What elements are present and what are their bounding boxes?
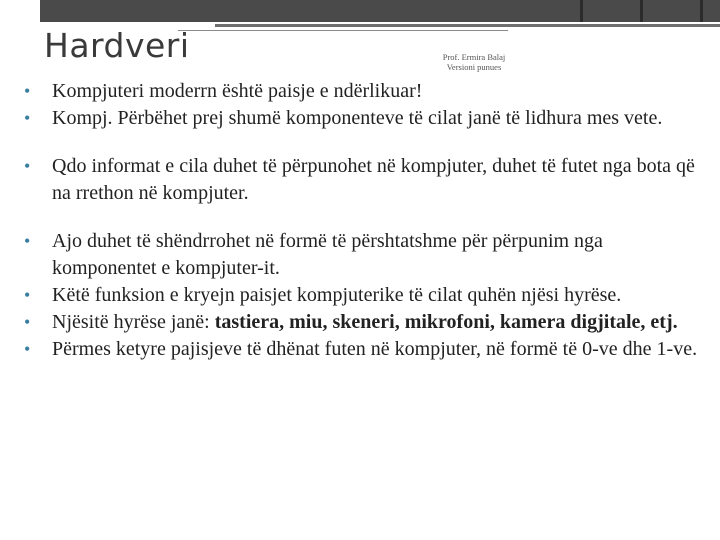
bullet-item: • Ajo duhet të shëndrrohet në formë të përshtatshme për përpunim nga komponentet e kompjuter-it. bbox=[22, 228, 702, 282]
header-band bbox=[40, 0, 720, 22]
bullet-item: • Kompj. Përbëhet prej shumë komponenteve të cilat janë të lidhura mes vete. bbox=[22, 105, 702, 132]
bullet-item-input-devices bbox=[22, 309, 702, 336]
bullet-group bbox=[22, 153, 702, 207]
header-stripe bbox=[580, 0, 583, 22]
bullet-item: • Kompjuteri moderrn është paisje e ndërlikuar! bbox=[22, 78, 702, 105]
header-stripe bbox=[700, 0, 703, 22]
bullet-item: • Këtë funksion e kryejn paisjet kompjuterike të cilat quhën njësi hyrëse. bbox=[22, 282, 702, 309]
header-stripe bbox=[640, 0, 643, 22]
author-subtitle: Versioni punues bbox=[446, 62, 502, 72]
input-devices-list: tastiera, miu, skeneri, mikrofoni, kamera digjitale, etj. bbox=[214, 311, 678, 333]
header-rule-thin bbox=[178, 30, 508, 31]
author-caption bbox=[428, 52, 520, 72]
author-name: Prof. Ermira Balaj bbox=[442, 52, 506, 62]
slide-title: Hardveri bbox=[44, 26, 190, 65]
slide-body bbox=[22, 78, 702, 363]
bullet-item: • Qdo informat e cila duhet të përpunohet në kompjuter, duhet të futet nga bota që na rrethon në kompjuter. bbox=[22, 153, 702, 207]
header-rule bbox=[215, 24, 720, 27]
bullet-item: • Përmes ketyre pajisjeve të dhënat futen në kompjuter, në formë të 0-ve dhe 1-ve. bbox=[22, 336, 702, 363]
input-devices-intro: Njësitë hyrëse janë: bbox=[52, 311, 215, 333]
bullet-group bbox=[22, 228, 702, 363]
top-decoration bbox=[0, 0, 720, 26]
bullet-group bbox=[22, 78, 702, 132]
